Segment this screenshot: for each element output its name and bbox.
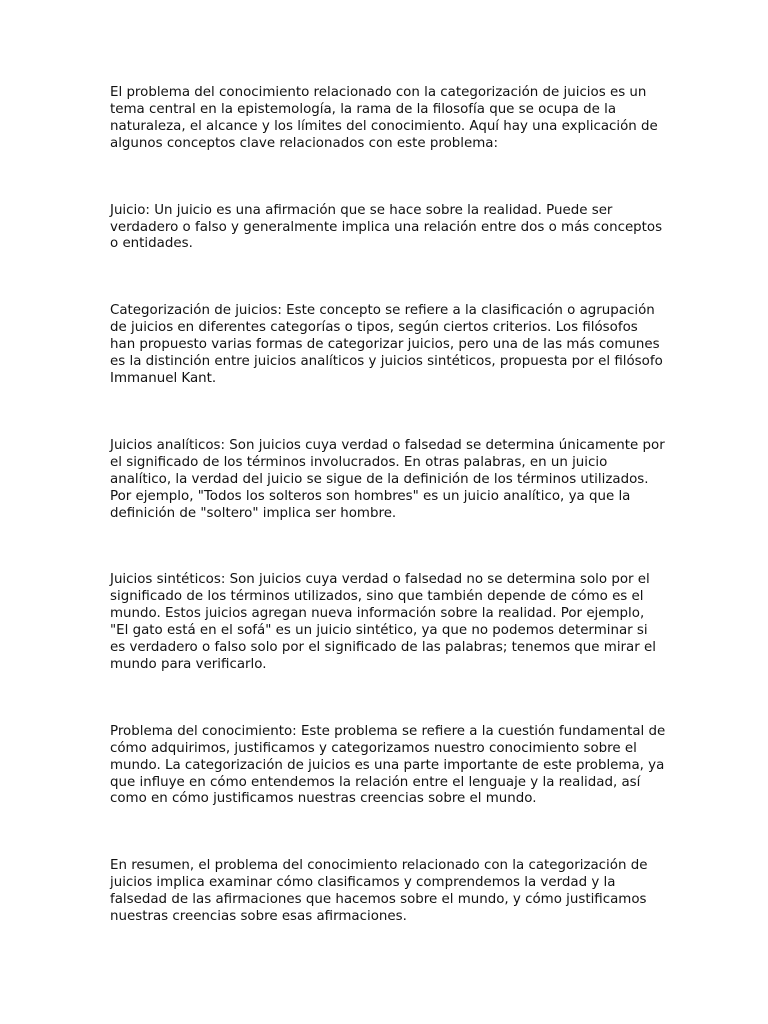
paragraph-juicios-sinteticos: Juicios sintéticos: Son juicios cuya verdad o falsedad no se determina solo por el significado de los términos utilizados, sino que también depende de cómo es el mundo. Estos juicios agregan nueva información sobre la realidad. Por ejemplo, "El gato está en el sofá" es un juicio sintético, ya que no podemos determinar si es verdadero o falso solo por el significado de las palabras; tenemos que mirar el mundo para verificarlo. bbox=[110, 572, 656, 672]
paragraph-problema-conocimiento: Problema del conocimiento: Este problema se refiere a la cuestión fundamental de cómo adquirimos, justificamos y categorizamos nuestro conocimiento sobre el mundo. La categorización de juicios es una parte importante de este problema, ya que influye en cómo entendemos la relación entre el lenguaje y la realidad, así como en cómo justificamos nuestras creencias sobre el mundo. bbox=[110, 723, 666, 807]
paragraph-intro: El problema del conocimiento relacionado con la categorización de juicios es un tema central en la epistemología, la rama de la filosofía que se ocupa de la naturaleza, el alcance y los límites del conocimiento. Aquí hay una explicación de algunos conceptos clave relacionados con este problema: bbox=[110, 85, 658, 151]
document-body bbox=[110, 85, 666, 976]
paragraph-juicios-analiticos: Juicios analíticos: Son juicios cuya verdad o falsedad se determina únicamente por el significado de los términos involucrados. En otras palabras, en un juicio analítico, la verdad del juicio se sigue de la definición de los términos utilizados. Por ejemplo, "Todos los solteros son hombres" es un juicio analítico, ya que la definición de "soltero" implica ser hombre. bbox=[110, 437, 665, 521]
paragraph-categorizacion: Categorización de juicios: Este concepto se refiere a la clasificación o agrupación de juicios en diferentes categorías o tipos, según ciertos criterios. Los filósofos han propuesto varias formas de categorizar juicios, pero una de las más comunes es la distinción entre juicios analíticos y juicios sintéticos, propuesta por el filósofo Immanuel Kant. bbox=[110, 303, 663, 386]
paragraph-juicio: Juicio: Un juicio es una afirmación que se hace sobre la realidad. Puede ser verdadero o falso y generalmente implica una relación entre dos o más conceptos o entidades. bbox=[110, 202, 663, 252]
paragraph-resumen: En resumen, el problema del conocimiento relacionado con la categorización de juicios implica examinar cómo clasificamos y comprendemos la verdad y la falsedad de las afirmaciones que hacemos sobre el mundo, y cómo justificamos nuestras creencias sobre esas afirmaciones. bbox=[110, 858, 648, 925]
